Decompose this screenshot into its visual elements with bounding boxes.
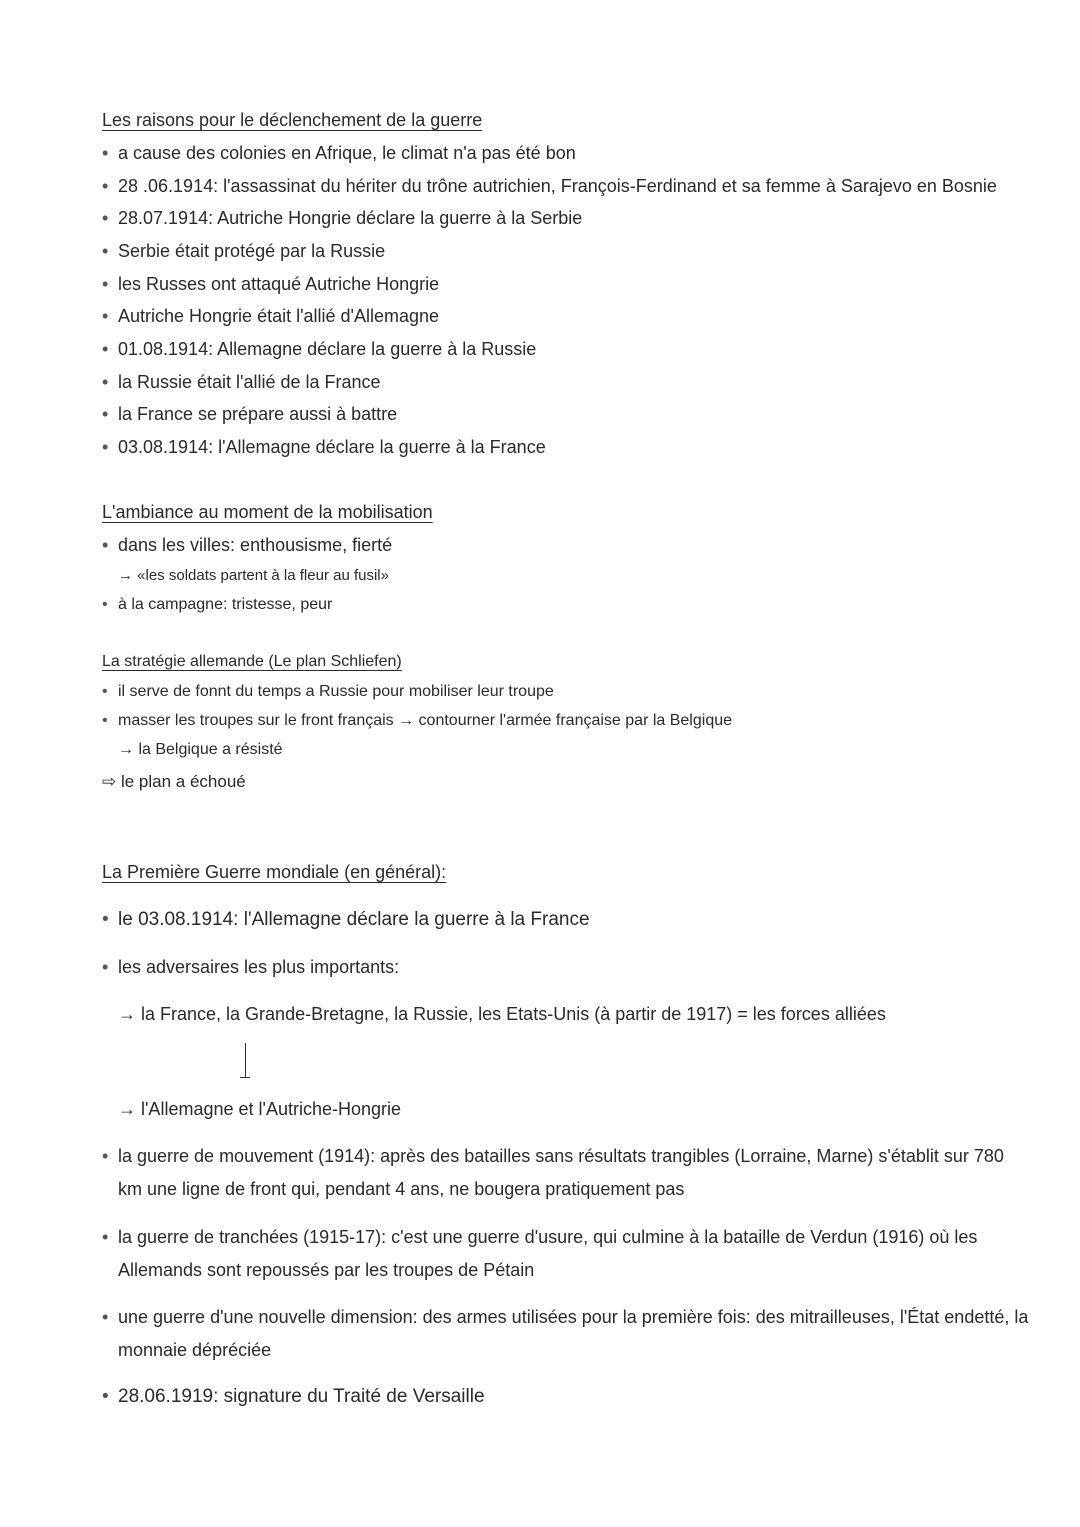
sub-item: → la Belgique a résisté [118, 741, 283, 758]
list-item: • 28 .06.1914: l'assassinat du hériter du trône autrichien, François-Ferdinand et sa femme à Sarajevo en Bosnie [118, 176, 997, 197]
list-item: • les Russes ont attaqué Autriche Hongrie [118, 274, 439, 295]
list-item-continuation: Allemands sont repoussés par les troupes de Pétain [118, 1260, 535, 1280]
list-item: • le 03.08.1914: l'Allemagne déclare la guerre à la France [118, 909, 590, 931]
list-item: • a cause des colonies en Afrique, le climat n'a pas été bon [118, 143, 576, 164]
list-item: • dans les villes: enthousisme, fierté [118, 535, 392, 556]
list-item: • à la campagne: tristesse, peur [118, 596, 332, 614]
list-item: • une guerre d'une nouvelle dimension: des armes utilisées pour la première fois: des mitrailleuses, l'État endetté, la [118, 1307, 1028, 1328]
sub-item-allies: → la France, la Grande-Bretagne, la Russie, les Etats-Unis (à partir de 1917) = les forces alliées [118, 1004, 886, 1024]
sub-item-central-powers: → l'Allemagne et l'Autriche-Hongrie [118, 1099, 401, 1119]
list-item: • masser les troupes sur le front français → contourner l'armée française par la Belgique [118, 712, 732, 730]
list-item: • la guerre de mouvement (1914): après des batailles sans résultats trangibles (Lorraine, Marne) s'établit sur 780 [118, 1146, 1004, 1167]
list-item: • la Russie était l'allié de la France [118, 372, 381, 393]
conclusion: ⇨ le plan a échoué [102, 772, 246, 791]
list-item-continuation: km une ligne de front qui, pendant 4 ans, ne bougera pratiquement pas [118, 1179, 685, 1199]
sub-item: → «les soldats partent à la fleur au fusil» [118, 567, 389, 584]
section-heading-strategie: La stratégie allemande (Le plan Schliefen) [102, 653, 402, 670]
list-item: • Serbie était protégé par la Russie [118, 241, 385, 262]
list-item: • la guerre de tranchées (1915-17): c'est une guerre d'usure, qui culmine à la bataille de Verdun (1916) où les [118, 1227, 977, 1248]
list-item: • Autriche Hongrie était l'allié d'Allemagne [118, 306, 439, 327]
section-heading-guerre: La Première Guerre mondiale (en général): [102, 862, 447, 882]
section-heading-causes: Les raisons pour le déclenchement de la guerre [102, 110, 483, 130]
list-item: • les adversaires les plus importants: [118, 957, 399, 978]
list-item: • 28.06.1919: signature du Traité de Versaille [118, 1386, 485, 1408]
vertical-connector [245, 1043, 246, 1077]
list-item: • il serve de fonnt du temps a Russie pour mobiliser leur troupe [118, 683, 554, 701]
list-item: • 28.07.1914: Autriche Hongrie déclare la guerre à la Serbie [118, 208, 582, 229]
list-item: • 03.08.1914: l'Allemagne déclare la guerre à la France [118, 437, 546, 458]
section-heading-ambiance: L'ambiance au moment de la mobilisation [102, 502, 433, 522]
list-item: • la France se prépare aussi à battre [118, 404, 397, 425]
list-item-continuation: monnaie dépréciée [118, 1340, 272, 1360]
list-item: • 01.08.1914: Allemagne déclare la guerre à la Russie [118, 339, 536, 360]
